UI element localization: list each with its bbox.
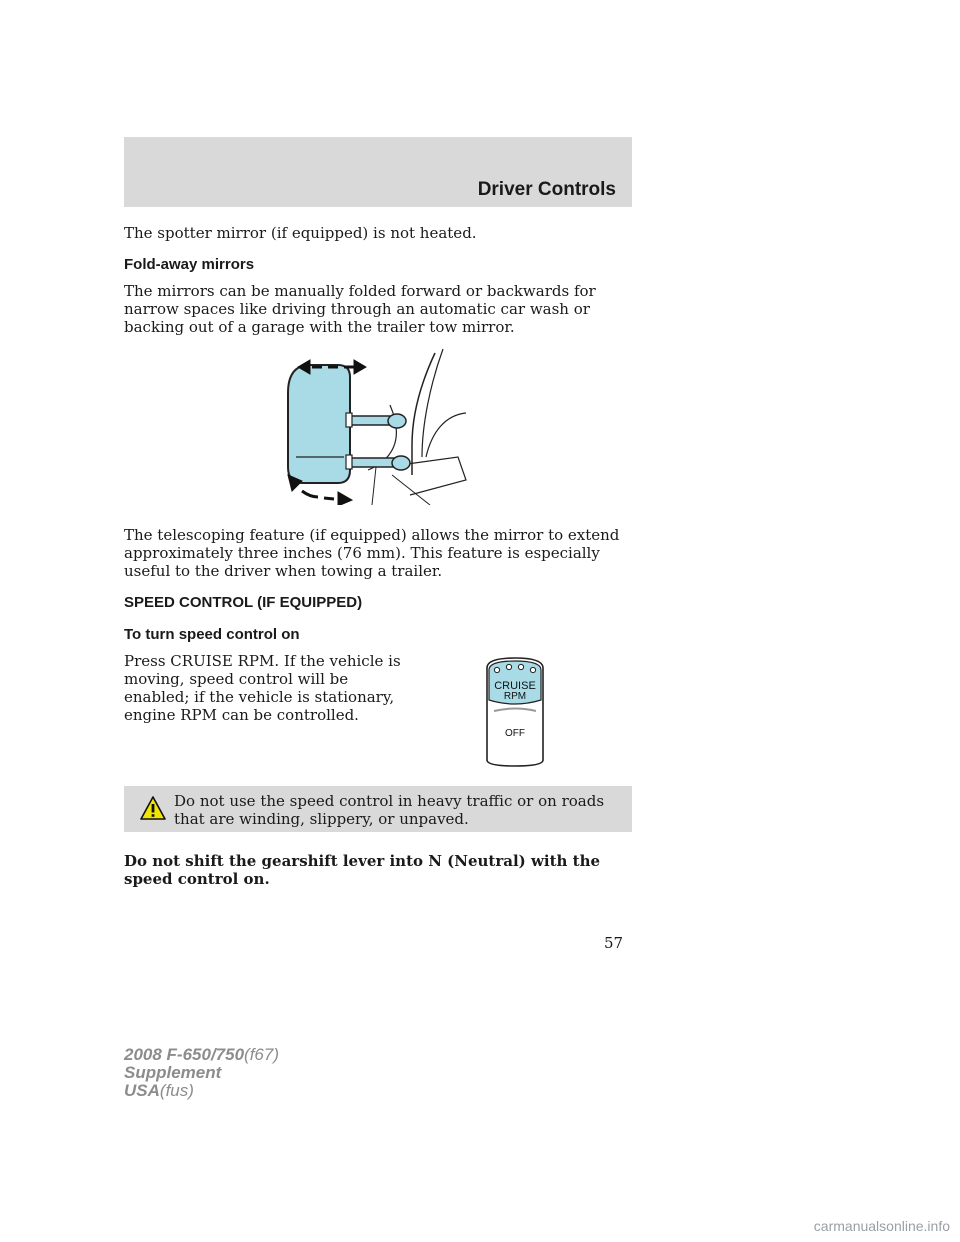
- warning-text: Do not use the speed control in heavy traffic or on roads that are winding, slippery, or unpaved.: [174, 792, 605, 828]
- turn-on-heading: To turn speed control on: [124, 626, 300, 643]
- watermark-link[interactable]: carmanualsonline.info: [813, 1218, 950, 1234]
- door-outline: [412, 353, 435, 475]
- footer-model: 2008 F-650/750: [124, 1045, 245, 1064]
- section-title: Driver Controls: [477, 179, 616, 200]
- neutral-warning-note: Do not shift the gearshift lever into N (Neutral) with the speed control on.: [124, 852, 601, 888]
- mirror-upper-arm: [348, 416, 394, 425]
- switch-label-cruise: CRUISE: [494, 680, 536, 692]
- footer-region: USA: [124, 1081, 160, 1100]
- footer-type: Supplement: [124, 1063, 222, 1082]
- footer-region-code: (fus): [159, 1081, 194, 1100]
- fold-away-paragraph: The mirrors can be manually folded forward or backwards for narrow spaces like driving through an automatic car wash or backing out of a garage with the trailer tow mirror.: [124, 282, 596, 336]
- warning-callout: [124, 786, 632, 832]
- switch-label-rpm: RPM: [503, 691, 527, 702]
- footer-model-code: (f67): [244, 1045, 280, 1064]
- speed-control-heading: SPEED CONTROL (IF EQUIPPED): [124, 594, 363, 611]
- fold-away-mirror-illustration: [280, 345, 470, 505]
- spotter-paragraph: The spotter mirror (if equipped) is not heated.: [124, 224, 477, 242]
- telescoping-paragraph: The telescoping feature (if equipped) allows the mirror to extend approximately three inches (76 mm). This feature is especially useful to the driver when towing a trailer.: [124, 526, 620, 580]
- cruise-rpm-switch-illustration: [484, 656, 546, 768]
- turn-on-paragraph: Press CRUISE RPM. If the vehicle is moving, speed control will be enabled; if the vehicle is stationary, engine RPM can be controlled.: [124, 652, 401, 724]
- header-band: [124, 137, 632, 207]
- page-number: 57: [604, 934, 624, 952]
- warning-triangle-icon: [140, 796, 166, 820]
- mirror-head: [288, 365, 350, 483]
- switch-label-off: OFF: [505, 728, 525, 739]
- footer-info: [124, 1046, 279, 1100]
- fold-away-heading: Fold-away mirrors: [124, 256, 255, 273]
